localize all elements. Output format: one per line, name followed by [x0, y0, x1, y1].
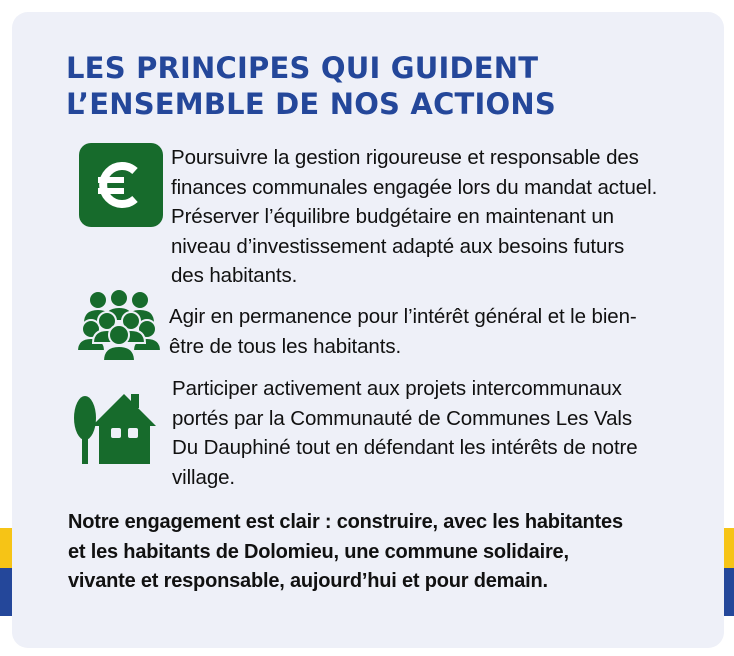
- section-heading: [66, 50, 556, 122]
- principle-2-line-2: être de tous les habitants.: [169, 334, 402, 358]
- conclusion-line-3: vivante et responsable, aujourd’hui et pour demain.: [68, 570, 548, 592]
- heading-line-2: L’ENSEMBLE DE NOS ACTIONS: [66, 87, 556, 121]
- conclusion-line-2: et les habitants de Dolomieu, une commune solidaire,: [68, 540, 569, 563]
- principle-3-text: [172, 374, 638, 492]
- principle-3-line-4: village.: [172, 465, 236, 489]
- people-group-icon: [77, 289, 161, 363]
- principle-1-line-2: finances communales engagée lors du mandat actuel.: [171, 175, 658, 199]
- principle-1-line-3: Préserver l’équilibre budgétaire en maintenant un: [171, 205, 614, 228]
- principle-1-text: [171, 143, 657, 291]
- principle-3-line-1: Participer activement aux projets intercommunaux: [172, 377, 622, 400]
- principle-1-line-5: des habitants.: [171, 264, 298, 287]
- principle-3-line-2: portés par la Communauté de Communes Les Vals: [172, 406, 633, 430]
- heading-line-1: LES PRINCIPES QUI GUIDENT: [66, 51, 539, 85]
- house-tree-icon: [72, 388, 162, 466]
- principle-2-line-1: Agir en permanence pour l’intérêt général et le bien-: [169, 305, 637, 328]
- conclusion-statement: [68, 508, 708, 597]
- principle-1-line-4: niveau d’investissement adapté aux besoins futurs: [171, 234, 625, 258]
- euro-icon: [79, 143, 163, 227]
- principle-3-line-3: Du Dauphiné tout en défendant les intérêts de notre: [172, 436, 638, 459]
- principle-2-text: [169, 302, 637, 361]
- principle-1-line-1: Poursuivre la gestion rigoureuse et responsable des: [171, 146, 639, 169]
- conclusion-line-1: Notre engagement est clair : construire, avec les habitantes: [68, 511, 623, 533]
